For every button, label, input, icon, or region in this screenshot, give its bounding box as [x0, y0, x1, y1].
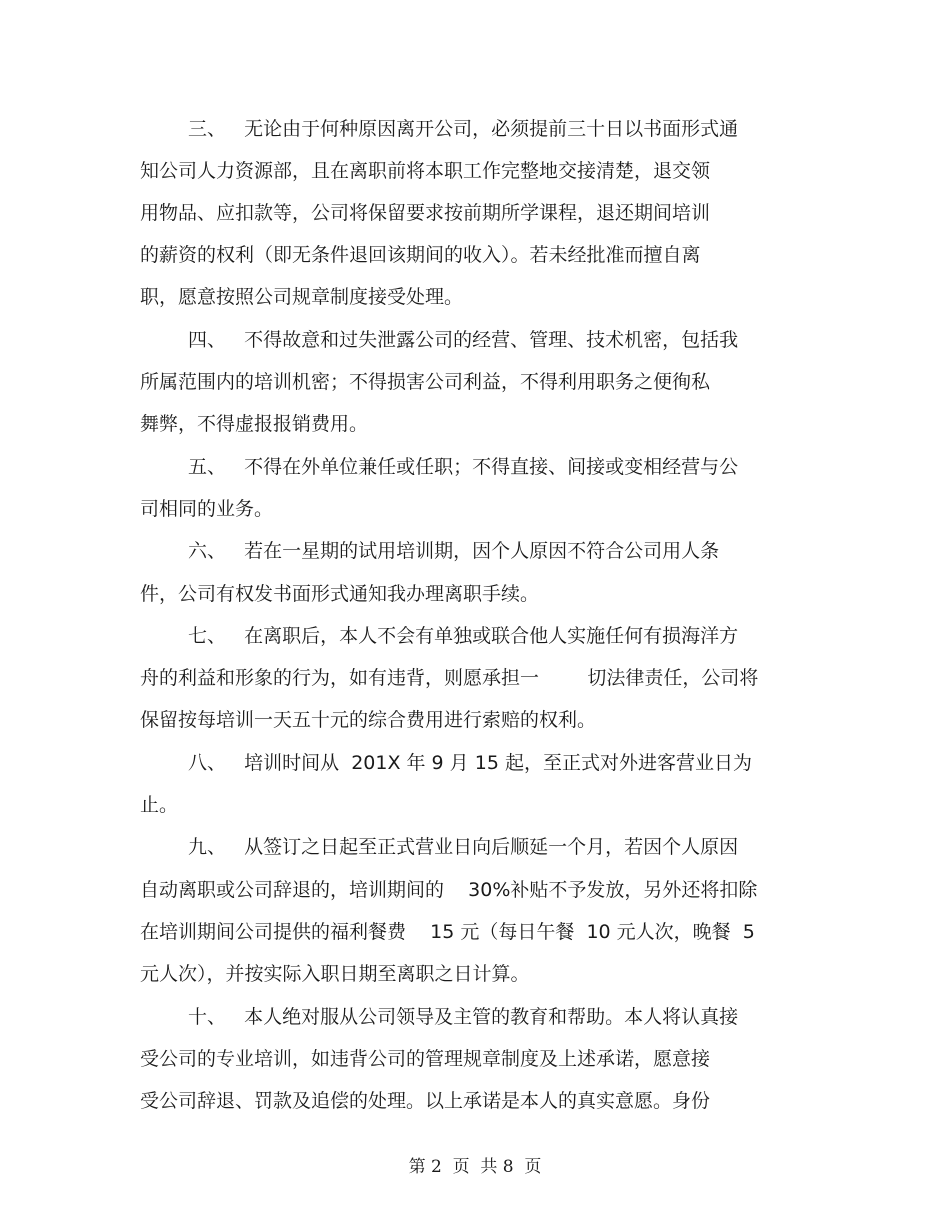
clause-4-line-2: 所属范围内的培训机密；不得损害公司利益，不得利用职务之便徇私 [140, 371, 711, 393]
clause-9-line-3: 在培训期间公司提供的福利餐费 15 元（每日午餐 10 元人次，晚餐 5 [140, 921, 755, 943]
clause-10-line-2: 受公司的专业培训，如违背公司的管理规章制度及上述承诺，愿意接 [140, 1048, 711, 1070]
clause-7-line-3: 保留按每培训一天五十元的综合费用进行索赔的权利。 [140, 709, 597, 731]
clause-8-line-2: 止。 [140, 794, 179, 816]
clause-6-line-2: 件，公司有权发书面形式通知我办理离职手续。 [140, 583, 540, 605]
clause-10-line-1: 十、 本人绝对服从公司领导及主管的教育和帮助。本人将认真接 [188, 1006, 739, 1028]
clause-5-line-2: 司相同的业务。 [140, 498, 274, 520]
clause-10-line-3: 受公司辞退、罚款及追偿的处理。以上承诺是本人的真实意愿。身份 [140, 1090, 711, 1112]
clause-4-line-1: 四、 不得故意和过失泄露公司的经营、管理、技术机密，包括我 [188, 329, 739, 351]
clause-9-line-1: 九、 从签订之日起至正式营业日向后顺延一个月，若因个人原因 [188, 836, 739, 858]
page-number-footer: 第 2 页 共 8 页 [408, 1157, 542, 1177]
clause-9-line-4: 元人次），并按实际入职日期至离职之日计算。 [140, 963, 530, 985]
clause-3-line-2: 知公司人力资源部，且在离职前将本职工作完整地交接清楚，退交领 [140, 160, 711, 182]
clause-6-line-1: 六、 若在一星期的试用培训期，因个人原因不符合公司用人条 [188, 540, 720, 562]
clause-5-line-1: 五、 不得在外单位兼任或任职；不得直接、间接或变相经营与公 [188, 456, 739, 478]
clause-3-line-1: 三、 无论由于何种原因离开公司，必须提前三十日以书面形式通 [188, 118, 739, 140]
clause-3-line-4: 的薪资的权利（即无条件退回该期间的收入）。若未经批准而擅自离 [140, 244, 701, 266]
clause-3-line-3: 用物品、应扣款等，公司将保留要求按前期所学课程，退还期间培训 [140, 202, 711, 224]
clause-3-line-5: 职，愿意按照公司规章制度接受处理。 [140, 286, 464, 308]
clause-7-line-1: 七、 在离职后，本人不会有单独或联合他人实施任何有损海洋方 [188, 625, 739, 647]
clause-9-line-2: 自动离职或公司辞退的，培训期间的 30%补贴不予发放，另外还将扣除 [140, 879, 758, 901]
clause-7-line-2: 舟的利益和形象的行为，如有违背，则愿承担一 切法律责任，公司将 [140, 667, 759, 689]
clause-8-line-1: 八、 培训时间从 201X 年 9 月 15 起，至正式对外进客营业日为 [188, 752, 752, 774]
clause-4-line-3: 舞弊，不得虚报报销费用。 [140, 413, 369, 435]
